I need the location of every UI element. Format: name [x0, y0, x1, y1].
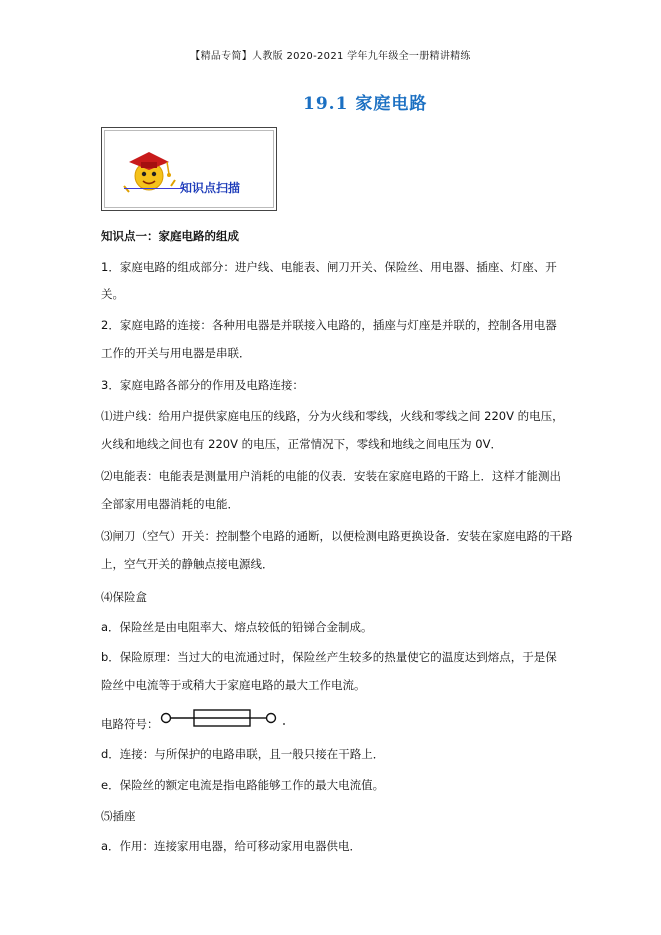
paragraph-line: a．作用：连接家用电器，给可移动家用电器供电．	[101, 839, 362, 853]
badge-label: 知识点扫描	[180, 181, 241, 195]
paragraph-line: 3．家庭电路各部分的作用及电路连接：	[101, 378, 304, 392]
paragraph-line: ⑵电能表：电能表是测量用户消耗的电能的仪表．安装在家庭电路的干路上．这样才能测出	[101, 469, 561, 483]
knowledge-badge	[101, 127, 277, 211]
page-title: 19.1 家庭电路	[303, 94, 428, 114]
badge-underline	[124, 188, 184, 189]
paragraph-line: 全部家用电器消耗的电能．	[101, 497, 239, 511]
paragraph-line: 火线和地线之间也有 220V 的电压，正常情况下，零线和地线之间电压为 0V．	[101, 437, 502, 451]
paragraph-line: 电路符号：	[101, 717, 159, 731]
paragraph-line: ⑴进户线：给用户提供家庭电压的线路，分为火线和零线，火线和零线之间 220V 的电压，	[101, 409, 564, 423]
paragraph-line: 上，空气开关的静触点接电源线．	[101, 557, 274, 571]
paragraph-line: 2．家庭电路的连接：各种用电器是并联接入电路的，插座与灯座是并联的，控制各用电器	[101, 318, 557, 332]
paragraph-line: e．保险丝的额定电流是指电路能够工作的最大电流值。	[101, 778, 385, 792]
fuse-symbol-icon	[160, 707, 290, 731]
paragraph-line: ⑸插座	[101, 809, 136, 823]
paragraph-line: 1．家庭电路的组成部分：进户线、电能表、闸刀开关、保险丝、用电器、插座、灯座、开	[101, 260, 557, 274]
paragraph-line: ⑷保险盒	[101, 590, 147, 604]
paragraph-line: 险丝中电流等于或稍大于家庭电路的最大工作电流。	[101, 678, 366, 692]
paragraph-line: 关。	[101, 287, 124, 301]
paragraph-line: 工作的开关与用电器是串联．	[101, 346, 251, 360]
graduation-cap-smiley-icon	[119, 140, 177, 198]
paragraph-line: d．连接：与所保护的电路串联，且一般只接在干路上．	[101, 747, 385, 761]
page-header: 【精品专简】人教版 2020-2021 学年九年级全一册精讲精练	[190, 51, 471, 62]
paragraph-line: a．保险丝是由电阻率大、熔点较低的铅锑合金制成。	[101, 620, 373, 634]
paragraph-line: b．保险原理：当过大的电流通过时，保险丝产生较多的热量使它的温度达到熔点，于是保	[101, 650, 557, 664]
section-heading: 知识点一：家庭电路的组成	[101, 229, 239, 243]
paragraph-line: ⑶闸刀（空气）开关：控制整个电路的通断，以便检测电路更换设备．安装在家庭电路的干路	[101, 529, 573, 543]
